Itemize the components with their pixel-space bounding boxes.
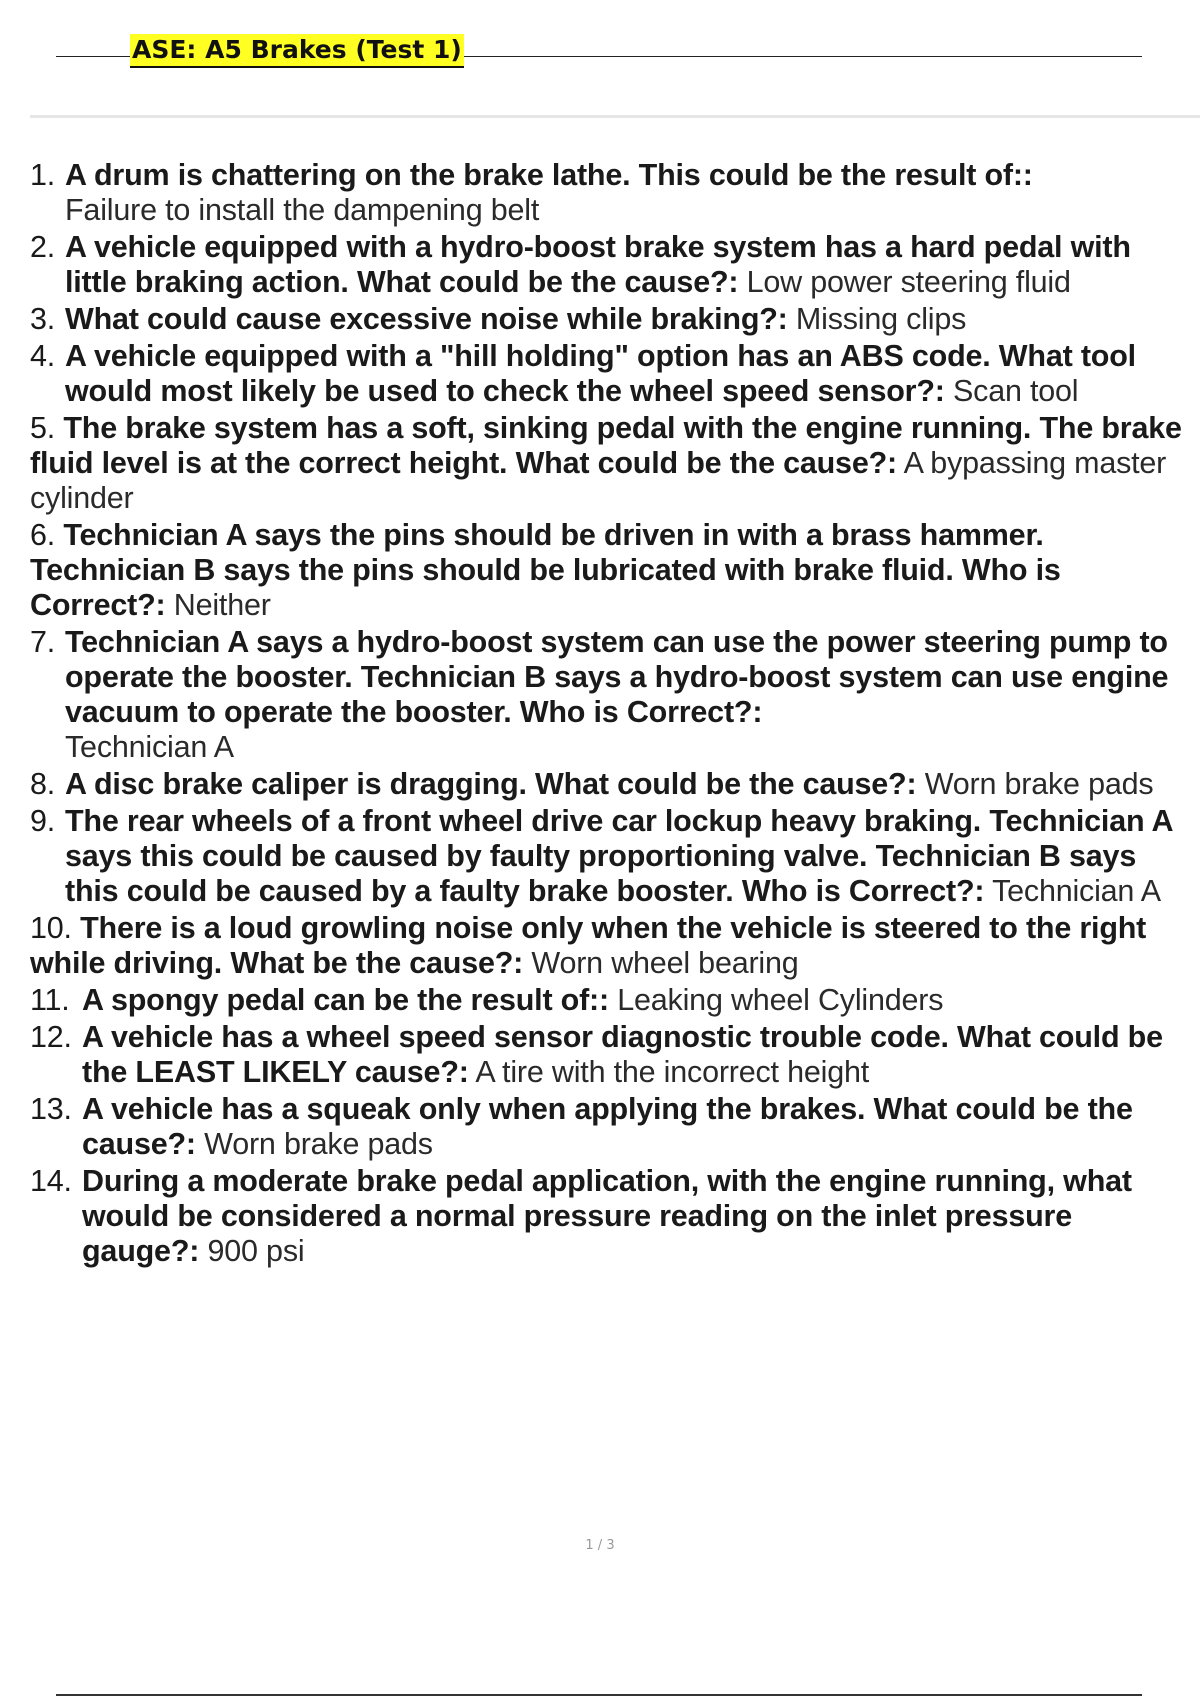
item-number: 1. [30, 158, 56, 192]
answer-text: 900 psi [207, 1234, 305, 1268]
question-text: A disc brake caliper is dragging. What could be the cause?: [65, 767, 917, 801]
question-text: The rear wheels of a front wheel drive car lockup heavy braking. Technician A says this could be caused by faulty proportioning valve. Technician B says this could be caused by a faulty brake booster. Who is Correct?: [65, 804, 1173, 908]
answer-text: Worn brake pads [204, 1127, 433, 1161]
question-text: A vehicle has a wheel speed sensor diagnostic trouble code. What could be the LEAST LIKELY cause?: [82, 1020, 1163, 1089]
answer-text: A tire with the incorrect height [475, 1055, 870, 1089]
list-item [30, 518, 1195, 623]
item-number: 2. [30, 230, 56, 264]
answer-text: Scan tool [953, 374, 1079, 408]
answer-text: Failure to install the dampening belt [65, 193, 540, 227]
question-text: What could cause excessive noise while braking?: [65, 302, 788, 336]
page-title: ASE: A5 Brakes (Test 1) [130, 34, 464, 68]
list-item [30, 1092, 1195, 1162]
item-number: 13. [30, 1092, 72, 1126]
answer-text: Missing clips [795, 302, 967, 336]
question-text: Technician A says the pins should be driven in with a brass hammer. Technician B says the pins should be lubricated with brake fluid. Who is Correct?: [30, 518, 1061, 622]
item-number: 12. [30, 1020, 72, 1054]
question-text: A vehicle has a squeak only when applying the brakes. What could be the cause?: [82, 1092, 1133, 1161]
list-item [30, 1164, 1195, 1269]
question-text: A spongy pedal can be the result of:: [82, 983, 609, 1017]
list-item [30, 804, 1195, 909]
list-item [30, 158, 1195, 228]
item-number: 8. [30, 767, 56, 801]
item-number: 11. [30, 983, 70, 1017]
list-item [30, 411, 1195, 516]
answer-text: Technician A [992, 874, 1161, 908]
header-separator [30, 115, 1200, 118]
item-number: 14. [30, 1164, 72, 1198]
item-number: 4. [30, 339, 56, 373]
list-item [30, 230, 1195, 300]
item-number: 6. [30, 518, 56, 552]
question-text: There is a loud growling noise only when the vehicle is steered to the right while driving. What be the cause?: [30, 911, 1147, 980]
answer-text: Leaking wheel Cylinders [617, 983, 944, 1017]
question-text: A drum is chattering on the brake lathe. This could be the result of:: [65, 158, 1033, 192]
page-number: 1 / 3 [585, 1538, 615, 1553]
question-text: The brake system has a soft, sinking pedal with the engine running. The brake fluid level is at the correct height. What could be the cause?: [30, 411, 1182, 480]
question-text: During a moderate brake pedal application, with the engine running, what would be considered a normal pressure reading on the inlet pressure gauge?: [82, 1164, 1132, 1268]
item-number: 5. [30, 411, 56, 445]
answer-text: Neither [173, 588, 271, 622]
list-item [30, 302, 1195, 337]
answer-text: Technician A [65, 730, 234, 764]
item-number: 10. [30, 911, 72, 945]
answer-text: Low power steering fluid [746, 265, 1071, 299]
question-list [30, 158, 1195, 1271]
question-text: A vehicle equipped with a "hill holding" option has an ABS code. What tool would most likely be used to check the wheel speed sensor?: [65, 339, 1136, 408]
page-header [56, 34, 1142, 74]
list-item [30, 339, 1195, 409]
answer-text: Worn wheel bearing [531, 946, 799, 980]
question-text: A vehicle equipped with a hydro-boost brake system has a hard pedal with little braking action. What could be the cause?: [65, 230, 1131, 299]
list-item [30, 1020, 1195, 1090]
list-item [30, 767, 1195, 802]
answer-text: A bypassing master cylinder [30, 446, 1167, 515]
answer-text: Worn brake pads [924, 767, 1154, 801]
item-number: 3. [30, 302, 56, 336]
list-item [30, 983, 1195, 1018]
footer-rule [56, 1694, 1142, 1696]
list-item [30, 625, 1195, 765]
question-text: Technician A says a hydro-boost system can use the power steering pump to operate the booster. Technician B says a hydro-boost system can use engine vacuum to operate the booster. Who is Correct?: [65, 625, 1169, 729]
item-number: 9. [30, 804, 56, 838]
list-item [30, 911, 1195, 981]
item-number: 7. [30, 625, 56, 659]
